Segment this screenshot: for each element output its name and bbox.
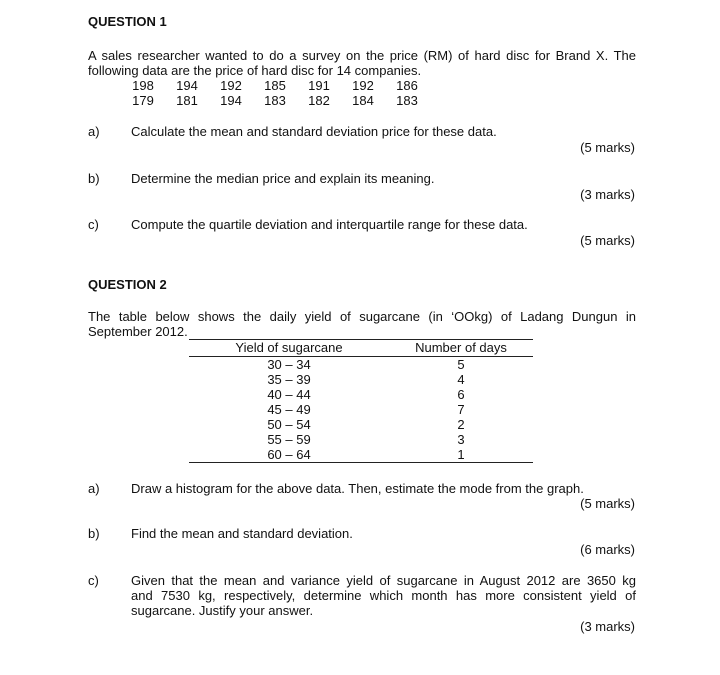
yield-table xyxy=(189,339,533,463)
question-1-heading: QUESTION 1 xyxy=(88,14,167,29)
price-value: 194 xyxy=(176,78,198,93)
q2-part-c-line-3: sugarcane. Justify your answer. xyxy=(131,603,314,618)
yield-range-cell: 55 – 59 xyxy=(267,432,311,447)
yield-range-cell: 35 – 39 xyxy=(267,372,311,387)
q2-part-c-label: c) xyxy=(88,573,99,588)
q2-part-b-marks: (6 marks) xyxy=(580,542,635,557)
yield-range-cell: 40 – 44 xyxy=(267,387,311,402)
price-value: 192 xyxy=(352,78,374,93)
question-2-heading: QUESTION 2 xyxy=(88,277,167,292)
q2-part-b-label: b) xyxy=(88,526,100,541)
table-row xyxy=(189,372,533,387)
q1-part-c-marks: (5 marks) xyxy=(580,233,635,248)
price-value: 184 xyxy=(352,93,374,108)
table-row xyxy=(189,387,533,402)
table-row xyxy=(189,417,533,432)
days-cell: 6 xyxy=(457,387,465,402)
price-value: 186 xyxy=(396,78,418,93)
price-value: 183 xyxy=(264,93,286,108)
question-2-intro-line-2: September 2012. xyxy=(88,324,188,339)
question-1-intro-line-2: following data are the price of hard disc for 14 companies. xyxy=(88,63,422,78)
q2-part-a-text: Draw a histogram for the above data. Then, estimate the mode from the graph. xyxy=(131,481,584,496)
table-row xyxy=(189,357,533,373)
q1-part-a-marks: (5 marks) xyxy=(580,140,635,155)
days-header: Number of days xyxy=(389,340,533,357)
q1-part-c-label: c) xyxy=(88,217,99,232)
q2-part-c-text xyxy=(131,573,636,618)
q1-part-b-label: b) xyxy=(88,171,100,186)
q2-part-c-line-1: Given that the mean and variance yield of sugarcane in August 2012 are 3650 kg xyxy=(131,573,636,588)
q1-part-a-label: a) xyxy=(88,124,100,139)
q2-part-a-label: a) xyxy=(88,481,100,496)
price-value: 192 xyxy=(220,78,242,93)
yield-range-cell: 50 – 54 xyxy=(267,417,311,432)
q2-part-c-marks: (3 marks) xyxy=(580,619,635,634)
yield-range-cell: 60 – 64 xyxy=(189,447,389,463)
q1-part-a-text: Calculate the mean and standard deviation price for these data. xyxy=(131,124,497,139)
price-value: 185 xyxy=(264,78,286,93)
question-2-intro xyxy=(88,309,636,339)
days-cell: 4 xyxy=(457,372,465,387)
days-cell: 2 xyxy=(457,417,465,432)
q1-part-c-text: Compute the quartile deviation and interquartile range for these data. xyxy=(131,217,528,232)
q1-part-b-text: Determine the median price and explain its meaning. xyxy=(131,171,435,186)
days-cell: 3 xyxy=(457,432,465,447)
yield-range-cell: 30 – 34 xyxy=(267,357,311,372)
q2-part-c-line-2: and 7530 kg, respectively, determine which month has more consistent yield of xyxy=(131,588,636,603)
yield-table-header-row xyxy=(189,340,533,357)
question-2-intro-line-1: The table below shows the daily yield of sugarcane (in ‘OOkg) of Ladang Dungun in xyxy=(88,309,636,324)
price-value: 183 xyxy=(396,93,418,108)
price-value: 182 xyxy=(308,93,330,108)
table-row xyxy=(189,402,533,417)
days-cell: 7 xyxy=(457,402,465,417)
q1-part-b-marks: (3 marks) xyxy=(580,187,635,202)
price-value: 181 xyxy=(176,93,198,108)
price-value: 194 xyxy=(220,93,242,108)
price-value: 191 xyxy=(308,78,330,93)
yield-range-cell: 45 – 49 xyxy=(267,402,311,417)
table-row xyxy=(189,447,533,463)
price-value: 198 xyxy=(132,78,154,93)
table-row xyxy=(189,432,533,447)
yield-header: Yield of sugarcane xyxy=(189,340,389,357)
q2-part-b-text: Find the mean and standard deviation. xyxy=(131,526,353,541)
question-1-intro xyxy=(88,48,636,78)
question-1-intro-line-1: A sales researcher wanted to do a survey on the price (RM) of hard disc for Brand X. The xyxy=(88,48,636,63)
price-data-row-1 xyxy=(121,78,429,93)
days-cell: 1 xyxy=(389,447,533,463)
price-value: 179 xyxy=(132,93,154,108)
q2-part-a-marks: (5 marks) xyxy=(580,496,635,511)
price-data-row-2 xyxy=(121,93,429,108)
days-cell: 5 xyxy=(457,357,465,372)
